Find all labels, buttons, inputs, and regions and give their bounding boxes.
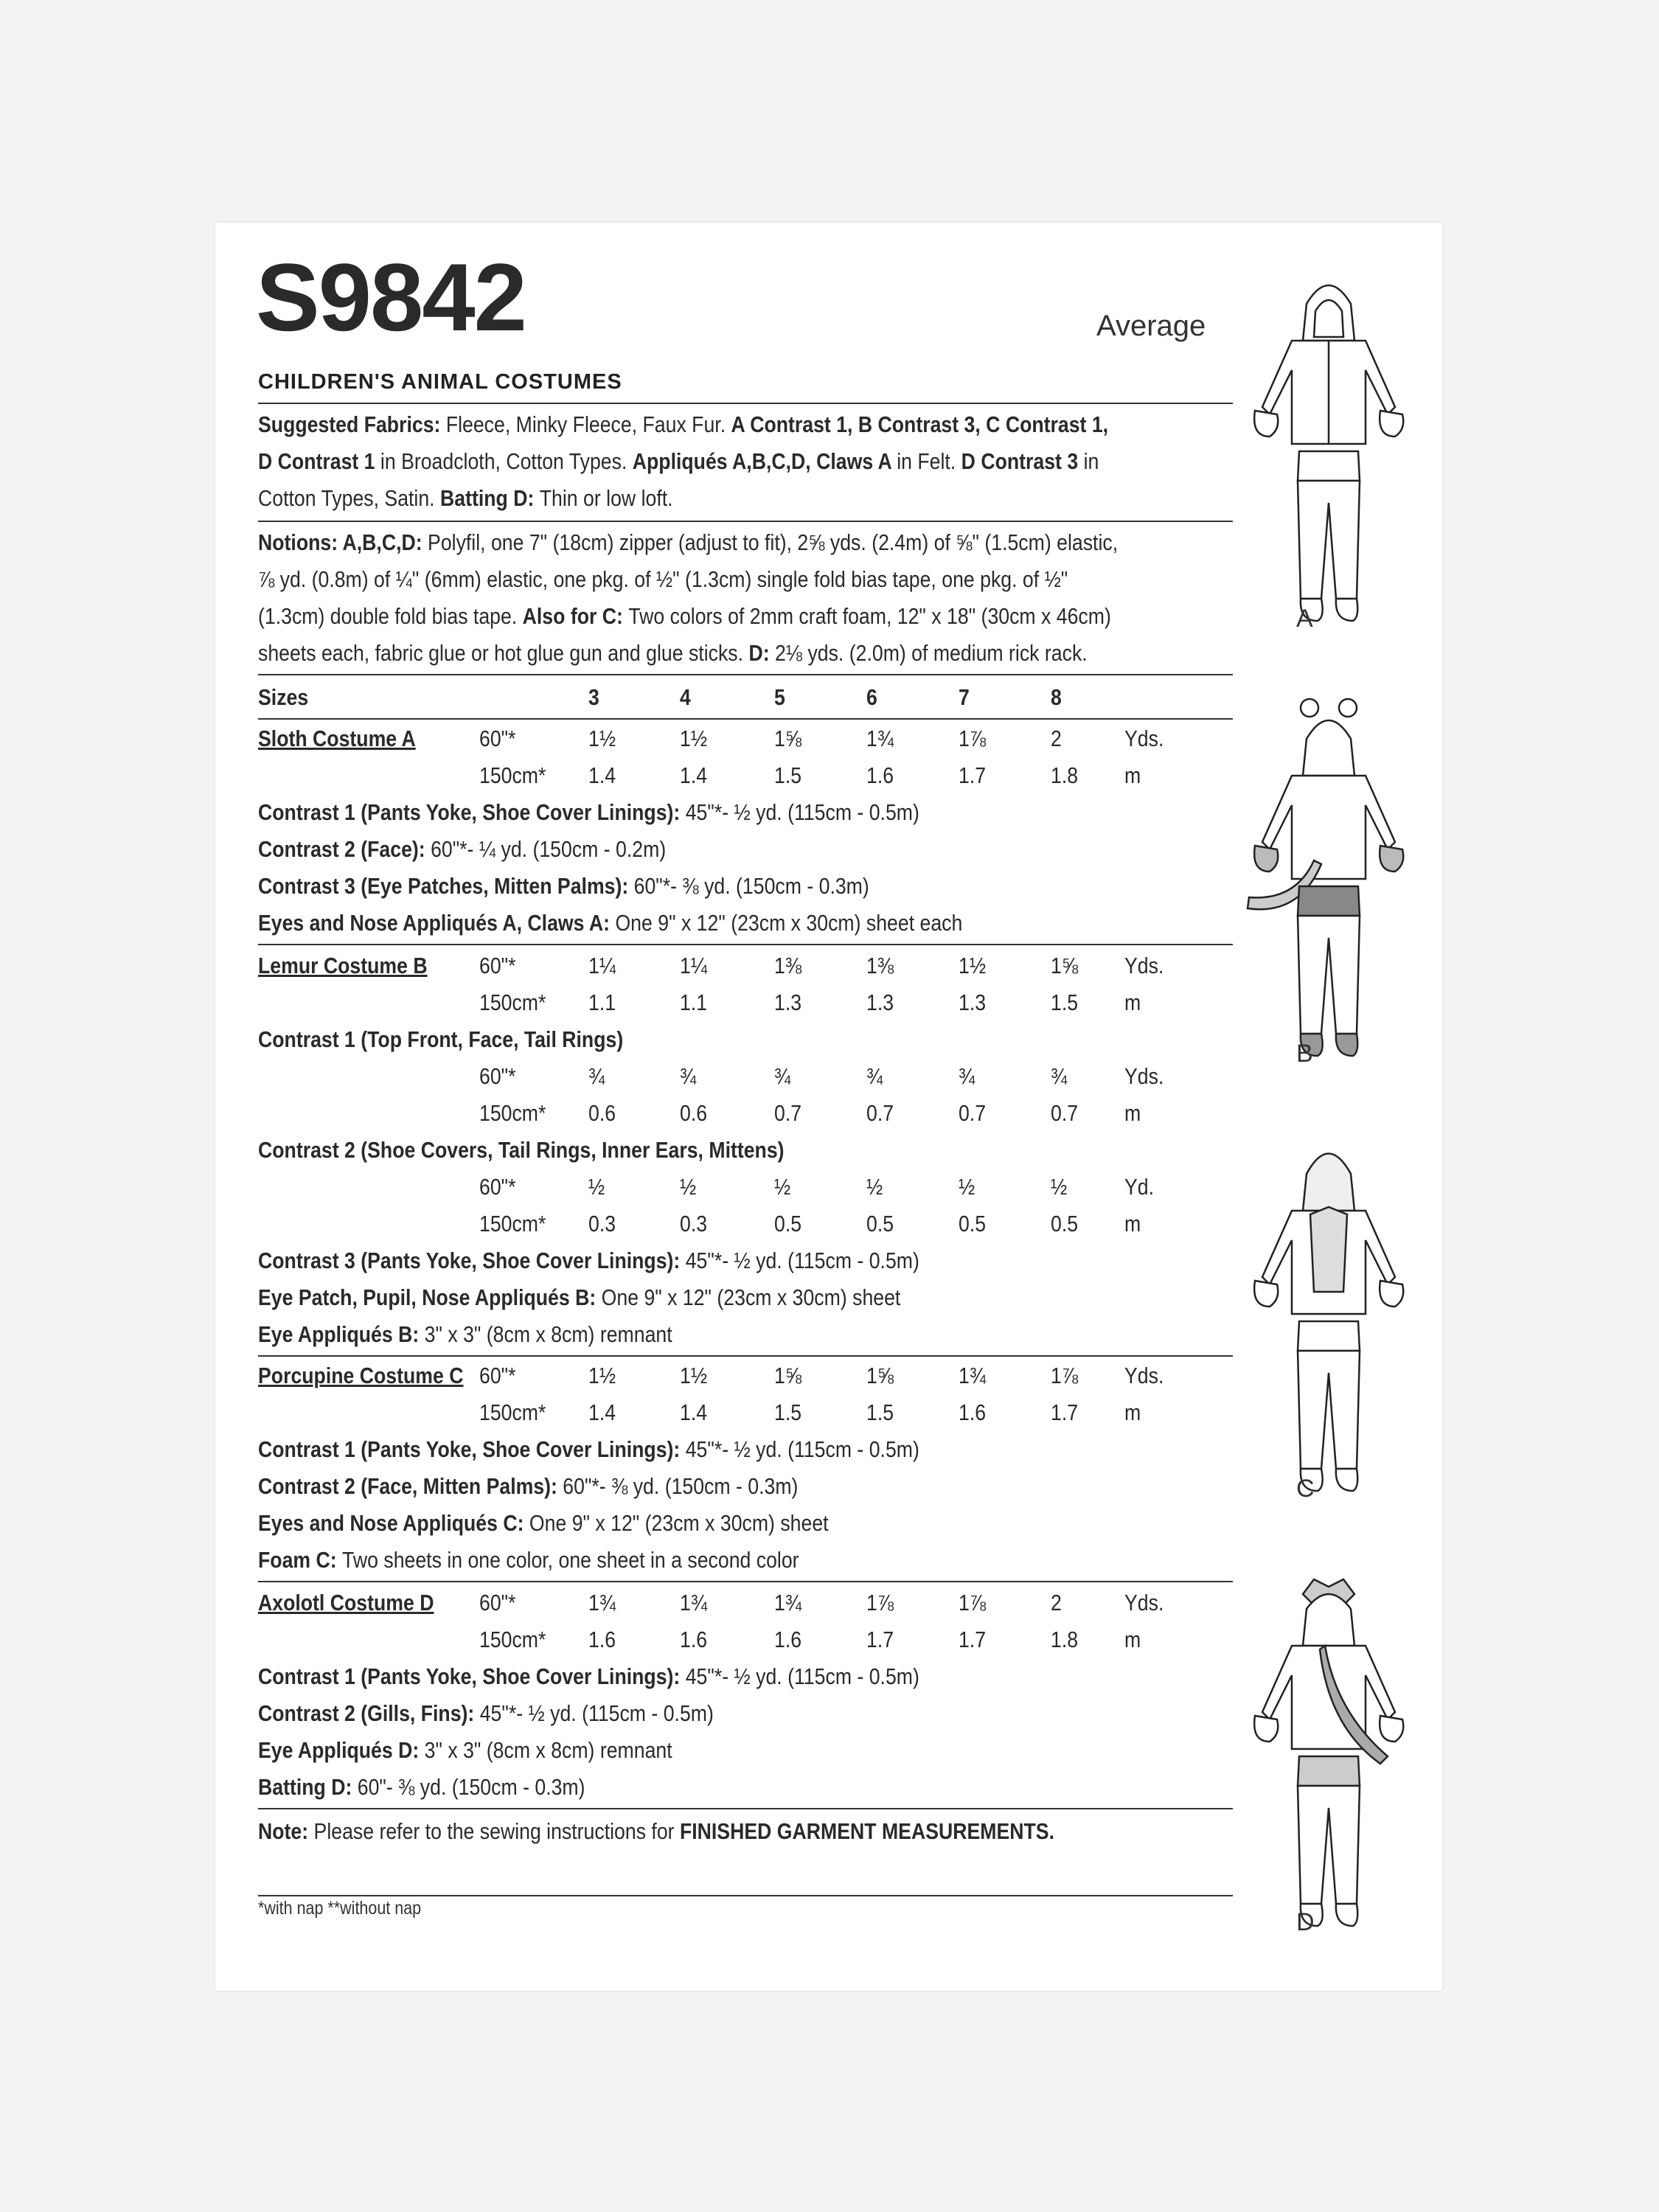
yardage-cell: 1⅝ — [866, 1363, 894, 1388]
text: 45"*- ½ yd. (115cm - 0.5m) — [685, 799, 919, 825]
text: Fleece, Minky Fleece, Faux Fur. — [445, 411, 731, 437]
notions-line-2 — [258, 566, 1068, 593]
yardage-cell: 1.8 — [1051, 1627, 1079, 1652]
fabric-width: 150cm* — [479, 1627, 546, 1652]
bold-text: Eye Appliqués D: — [258, 1737, 425, 1763]
divider — [258, 521, 1233, 522]
yardage-cell: 1¾ — [774, 1590, 802, 1615]
yardage-cell: ½ — [588, 1174, 605, 1200]
yardage-cell: ½ — [1051, 1174, 1068, 1200]
divider — [258, 1355, 1233, 1357]
porcupine-contrast-2 — [258, 1473, 798, 1500]
unit: Yds. — [1124, 1590, 1164, 1615]
yardage-cell: 1½ — [680, 726, 708, 751]
sloth-contrast-3 — [258, 873, 869, 900]
size-6: 6 — [866, 684, 877, 710]
bold-text: D: — [748, 640, 775, 666]
yardage-cell: 1.1 — [680, 990, 708, 1015]
yardage-cell: 1.5 — [774, 1399, 802, 1425]
bold-text: Appliqués A,B,C,D, Claws A — [632, 448, 897, 474]
text: in Felt. — [897, 448, 961, 474]
divider — [258, 403, 1233, 404]
yardage-cell: 2 — [1051, 1590, 1062, 1615]
sloth-contrast-1 — [258, 799, 919, 826]
yardage-cell: ¾ — [588, 1063, 605, 1089]
yardage-cell: 0.6 — [588, 1100, 616, 1126]
yardage-cell: 1.3 — [866, 990, 894, 1015]
yardage-cell: 1½ — [588, 726, 616, 751]
bold-text: Suggested Fabrics: — [258, 411, 446, 437]
yardage-cell: 1⅜ — [774, 953, 802, 978]
fabric-width: 150cm* — [479, 990, 546, 1015]
yardage-cell: 0.7 — [1051, 1100, 1079, 1126]
bold-text: Eyes and Nose Appliqués C: — [258, 1510, 529, 1536]
sloth-appliques — [258, 910, 962, 936]
bold-text: Eye Patch, Pupil, Nose Appliqués B: — [258, 1284, 602, 1310]
yardage-cell: 1½ — [680, 1363, 708, 1388]
bold-text: D Contrast 3 — [961, 448, 1084, 474]
text: 60"*- ⅜ yd. (150cm - 0.3m) — [563, 1473, 799, 1499]
lemur-eye-appliques — [258, 1321, 672, 1348]
yardage-cell: 0.7 — [959, 1100, 987, 1126]
notions-line-3 — [258, 603, 1111, 630]
bold-text: Contrast 2 (Face, Mitten Palms): — [258, 1473, 563, 1499]
lemur-yardage-row — [258, 953, 1233, 982]
yardage-cell: ½ — [866, 1174, 883, 1200]
yardage-cell: 1.4 — [588, 1399, 616, 1425]
figure-d-axolotl-costume — [1233, 1565, 1425, 1933]
yardage-cell: 1½ — [588, 1363, 616, 1388]
yardage-cell: 1.3 — [959, 990, 987, 1015]
yardage-cell: 0.6 — [680, 1100, 708, 1126]
fabric-width: 60"* — [479, 1363, 516, 1388]
yardage-cell: 1¼ — [680, 953, 708, 978]
text: ⅞ yd. (0.8m) of ¼" (6mm) elastic, one pkg. of ½" (1.3cm) single fold bias tape, one pkg. of ½" — [258, 566, 1068, 592]
axolotl-contrast-2 — [258, 1700, 714, 1727]
yardage-cell: 1.7 — [959, 1627, 987, 1652]
yardage-cell: 1.5 — [866, 1399, 894, 1425]
text: Please refer to the sewing instructions for — [313, 1818, 680, 1844]
yardage-cell: 1.4 — [680, 762, 708, 788]
text: Thin or low loft. — [539, 485, 673, 511]
lemur-contrast-2-label: Contrast 2 (Shoe Covers, Tail Rings, Inner Ears, Mittens) — [258, 1137, 785, 1163]
porcupine-metric-row — [258, 1399, 1233, 1429]
divider — [258, 1581, 1233, 1582]
text: One 9" x 12" (23cm x 30cm) sheet — [529, 1510, 829, 1536]
fabrics-line-1 — [258, 411, 1108, 438]
figure-b-label: B — [1296, 1040, 1313, 1068]
pattern-number: S9842 — [256, 243, 526, 351]
text: Two colors of 2mm craft foam, 12" x 18" (30cm x 46cm) — [628, 603, 1111, 629]
yardage-cell: 1.6 — [959, 1399, 987, 1425]
yardage-cell: 2 — [1051, 726, 1062, 751]
text: Polyfil, one 7" (18cm) zipper (adjust to fit), 2⅝ yds. (2.4m) of ⅝" (1.5cm) elastic, — [428, 529, 1119, 555]
fabric-width: 60"* — [479, 1590, 516, 1615]
axolotl-batting — [258, 1774, 585, 1801]
unit: m — [1124, 762, 1141, 788]
yardage-cell: ¾ — [959, 1063, 975, 1089]
text: One 9" x 12" (23cm x 30cm) sheet — [601, 1284, 901, 1310]
unit: m — [1124, 990, 1141, 1015]
yardage-cell: 1.4 — [680, 1399, 708, 1425]
fabric-width: 60"* — [479, 726, 516, 751]
text: 45"*- ½ yd. (115cm - 0.5m) — [685, 1436, 919, 1462]
lemur-contrast-3 — [258, 1248, 919, 1274]
sloth-yardage-row — [258, 726, 1233, 755]
fabric-width: 150cm* — [479, 1211, 546, 1237]
bold-text: Note: — [258, 1818, 314, 1844]
lemur-contrast-1-label: Contrast 1 (Top Front, Face, Tail Rings) — [258, 1026, 624, 1052]
text: Cotton Types, Satin. — [258, 485, 441, 511]
sloth-metric-row — [258, 762, 1233, 792]
yardage-cell: 1⅝ — [1051, 953, 1079, 978]
text: 3" x 3" (8cm x 8cm) remnant — [424, 1321, 672, 1347]
yardage-cell: 1.7 — [1051, 1399, 1079, 1425]
bold-text: Batting D: — [258, 1774, 358, 1800]
yardage-cell: 1.6 — [680, 1627, 708, 1652]
unit: Yds. — [1124, 726, 1164, 751]
yardage-cell: 1¾ — [680, 1590, 708, 1615]
yardage-cell: ¾ — [866, 1063, 883, 1089]
sloth-contrast-2 — [258, 836, 666, 863]
text: 45"*- ½ yd. (115cm - 0.5m) — [685, 1248, 919, 1273]
unit: Yds. — [1124, 1063, 1164, 1089]
text: 2⅛ yds. (2.0m) of medium rick rack. — [774, 640, 1088, 666]
yardage-cell: 1¾ — [588, 1590, 616, 1615]
yardage-cell: 0.3 — [588, 1211, 616, 1237]
yardage-cell: 1.1 — [588, 990, 616, 1015]
nap-footnote: *with nap **without nap — [258, 1898, 422, 1919]
yardage-cell: ½ — [680, 1174, 697, 1200]
yardage-cell: 0.7 — [866, 1100, 894, 1126]
porcupine-contrast-1 — [258, 1436, 919, 1463]
yardage-cell: 1⅞ — [959, 1590, 987, 1615]
axolotl-contrast-1 — [258, 1663, 919, 1690]
size-7: 7 — [959, 684, 970, 710]
fabric-width: 60"* — [479, 953, 516, 978]
unit: m — [1124, 1100, 1141, 1126]
yardage-cell: 1.7 — [959, 762, 987, 788]
fit-label: Average — [1096, 310, 1206, 342]
yardage-cell: 0.5 — [774, 1211, 802, 1237]
yardage-cell: 1¾ — [959, 1363, 987, 1388]
axolotl-eye-appliques — [258, 1737, 672, 1764]
text: 3" x 3" (8cm x 8cm) remnant — [424, 1737, 672, 1763]
yardage-cell: 1⅞ — [866, 1590, 894, 1615]
text: 60"- ⅜ yd. (150cm - 0.3m) — [357, 1774, 585, 1800]
fabric-width: 60"* — [479, 1174, 516, 1200]
bold-text: Batting D: — [440, 485, 540, 511]
yardage-cell: 1⅝ — [774, 1363, 802, 1388]
unit: m — [1124, 1211, 1141, 1237]
bold-text: Contrast 1 (Pants Yoke, Shoe Cover Linings): — [258, 799, 686, 825]
unit: Yds. — [1124, 953, 1164, 978]
fabric-width: 150cm* — [479, 1399, 546, 1425]
bold-text: Eyes and Nose Appliqués A, Claws A: — [258, 910, 616, 936]
fabrics-line-2 — [258, 448, 1099, 475]
yardage-cell: 1.6 — [774, 1627, 802, 1652]
figure-b-lemur-costume — [1233, 695, 1425, 1063]
fabrics-line-3 — [258, 485, 673, 512]
text: 45"*- ½ yd. (115cm - 0.5m) — [685, 1663, 919, 1689]
notions-line-4 — [258, 640, 1088, 667]
row-label: Sizes — [258, 684, 309, 710]
text: 60"*- ⅜ yd. (150cm - 0.3m) — [633, 873, 869, 899]
note — [258, 1818, 1054, 1845]
figure-d-label: D — [1296, 1908, 1315, 1936]
divider — [258, 1808, 1233, 1809]
bold-text: Eye Appliqués B: — [258, 1321, 425, 1347]
fabric-width: 60"* — [479, 1063, 516, 1089]
unit: Yds. — [1124, 1363, 1164, 1388]
text: in Broadcloth, Cotton Types. — [380, 448, 633, 474]
yardage-cell: ½ — [774, 1174, 791, 1200]
bold-text: Contrast 3 (Pants Yoke, Shoe Cover Linings): — [258, 1248, 686, 1273]
text: Two sheets in one color, one sheet in a second color — [342, 1547, 799, 1573]
yardage-cell: ¾ — [774, 1063, 791, 1089]
size-4: 4 — [680, 684, 691, 710]
yardage-cell: 1.5 — [1051, 990, 1079, 1015]
figure-c-label: C — [1296, 1475, 1315, 1503]
fabric-width: 150cm* — [479, 1100, 546, 1126]
yardage-cell: 1⅞ — [1051, 1363, 1079, 1388]
yardage-cell: ½ — [959, 1174, 975, 1200]
lemur-contrast-1-metric — [258, 1100, 1233, 1130]
bold-text: Contrast 2 (Face): — [258, 836, 431, 862]
yardage-cell: 1⅜ — [866, 953, 894, 978]
divider — [258, 718, 1233, 720]
yardage-cell: 1½ — [959, 953, 987, 978]
figure-c-porcupine-costume — [1233, 1130, 1425, 1498]
axolotl-metric-row — [258, 1627, 1233, 1656]
porcupine-yardage-row — [258, 1363, 1233, 1392]
text: One 9" x 12" (23cm x 30cm) sheet each — [615, 910, 963, 936]
yardage-cell: 1¾ — [866, 726, 894, 751]
bold-text: Notions: A,B,C,D: — [258, 529, 428, 555]
yardage-cell: 1.3 — [774, 990, 802, 1015]
axolotl-yardage-row — [258, 1590, 1233, 1619]
sizes-header-row — [258, 684, 1233, 714]
divider — [258, 674, 1233, 675]
yardage-cell: 0.5 — [959, 1211, 987, 1237]
yardage-cell: ¾ — [1051, 1063, 1068, 1089]
row-label: Porcupine Costume C — [258, 1363, 464, 1388]
bold-text: Contrast 2 (Gills, Fins): — [258, 1700, 480, 1726]
bold-text: A Contrast 1, B Contrast 3, C Contrast 1, — [731, 411, 1109, 437]
yardage-cell: 1.8 — [1051, 762, 1079, 788]
yardage-cell: 1.5 — [774, 762, 802, 788]
unit: m — [1124, 1399, 1141, 1425]
size-8: 8 — [1051, 684, 1062, 710]
text: in — [1083, 448, 1099, 474]
unit: Yd. — [1124, 1174, 1155, 1200]
lemur-metric-row — [258, 990, 1233, 1019]
bold-text: D Contrast 1 — [258, 448, 380, 474]
yardage-cell: ¾ — [680, 1063, 697, 1089]
lemur-contrast-2-yardage — [258, 1174, 1233, 1203]
lemur-contrast-1-yardage — [258, 1063, 1233, 1093]
fabric-width: 150cm* — [479, 762, 546, 788]
pattern-envelope-back — [215, 223, 1442, 1991]
size-3: 3 — [588, 684, 599, 710]
size-5: 5 — [774, 684, 785, 710]
text: 45"*- ½ yd. (115cm - 0.5m) — [479, 1700, 714, 1726]
divider — [258, 1895, 1233, 1896]
lemur-contrast-2-metric — [258, 1211, 1233, 1240]
yardage-cell: 1⅝ — [774, 726, 802, 751]
bold-text: Contrast 1 (Pants Yoke, Shoe Cover Linings): — [258, 1436, 686, 1462]
yardage-cell: 0.3 — [680, 1211, 708, 1237]
porcupine-foam — [258, 1547, 799, 1573]
bold-text: Contrast 3 (Eye Patches, Mitten Palms): — [258, 873, 634, 899]
yardage-cell: 0.7 — [774, 1100, 802, 1126]
yardage-cell: 1⅞ — [959, 726, 987, 751]
text: 60"*- ¼ yd. (150cm - 0.2m) — [431, 836, 667, 862]
yardage-cell: 0.5 — [1051, 1211, 1079, 1237]
figure-a-label: A — [1296, 605, 1313, 633]
yardage-cell: 0.5 — [866, 1211, 894, 1237]
yardage-cell: 1¼ — [588, 953, 616, 978]
porcupine-appliques — [258, 1510, 829, 1537]
bold-text: Foam C: — [258, 1547, 343, 1573]
row-label: Axolotl Costume D — [258, 1590, 434, 1615]
notions-line-1 — [258, 529, 1118, 556]
bold-text: Contrast 1 (Pants Yoke, Shoe Cover Linings): — [258, 1663, 686, 1689]
yardage-cell: 1.6 — [588, 1627, 616, 1652]
row-label: Sloth Costume A — [258, 726, 416, 751]
text: sheets each, fabric glue or hot glue gun and glue sticks. — [258, 640, 749, 666]
yardage-cell: 1.4 — [588, 762, 616, 788]
yardage-cell: 1.7 — [866, 1627, 894, 1652]
lemur-appliques — [258, 1284, 900, 1311]
row-label: Lemur Costume B — [258, 953, 428, 978]
unit: m — [1124, 1627, 1141, 1652]
text: (1.3cm) double fold bias tape. — [258, 603, 523, 629]
figure-a-sloth-costume — [1233, 260, 1425, 628]
yardage-cell: 1.6 — [866, 762, 894, 788]
bold-text: FINISHED GARMENT MEASUREMENTS. — [679, 1818, 1054, 1844]
pattern-title: CHILDREN'S ANIMAL COSTUMES — [258, 370, 622, 394]
bold-text: Also for C: — [522, 603, 629, 629]
divider — [258, 944, 1233, 945]
